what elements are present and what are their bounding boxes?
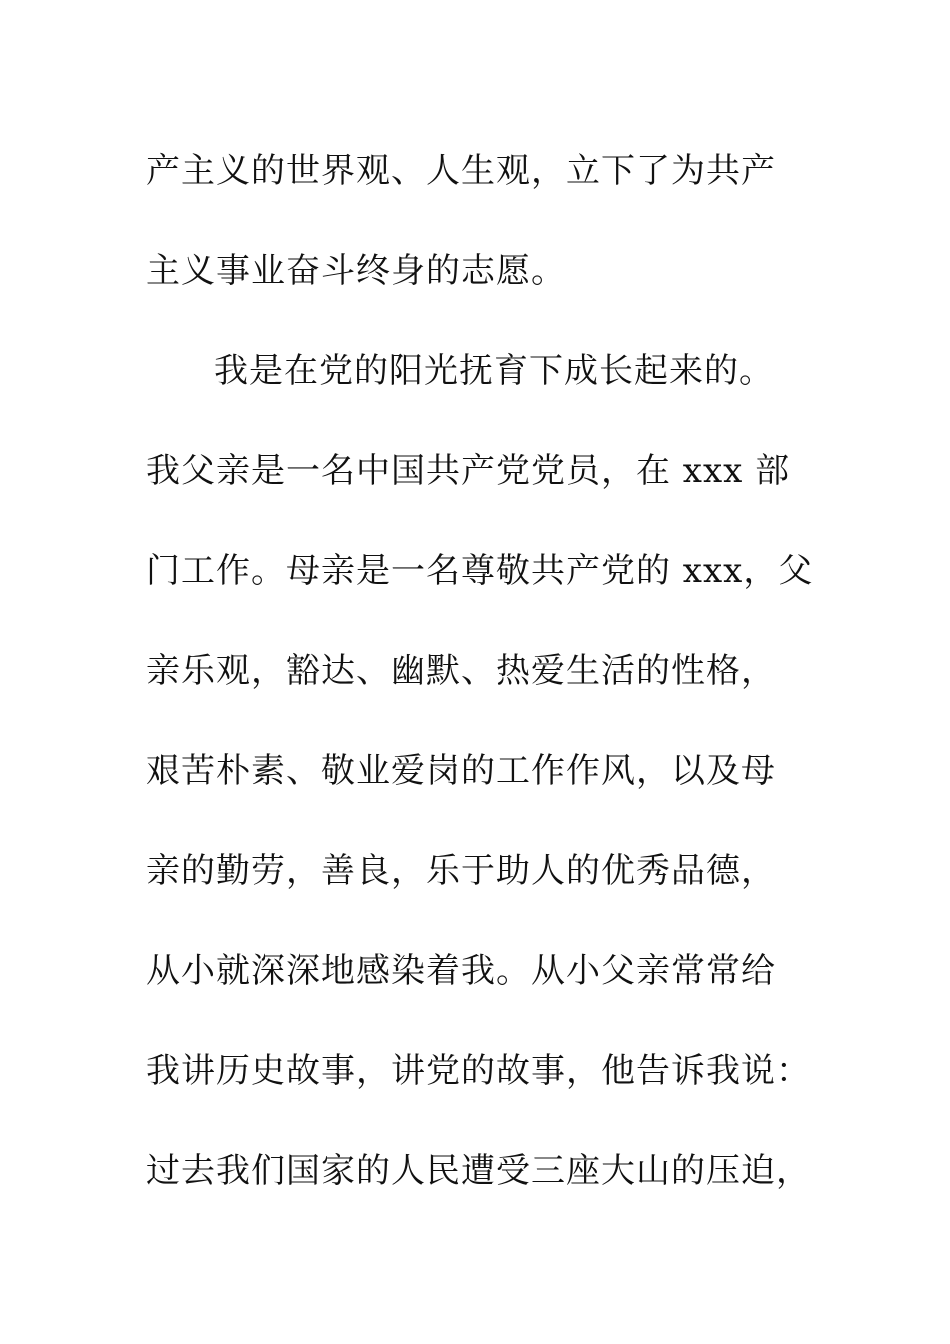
text-line: 从小就深深地感染着我。从小父亲常常给 [146, 951, 776, 991]
text-line: 我父亲是一名中国共产党党员，在 xxx 部 [146, 451, 791, 491]
text-line: 亲乐观，豁达、幽默、热爱生活的性格， [146, 651, 776, 691]
paragraph-start-line: 我是在党的阳光抚育下成长起来的。 [214, 351, 774, 391]
text-line: 产主义的世界观、人生观，立下了为共产 [146, 151, 776, 191]
text-line: 主义事业奋斗终身的志愿。 [146, 251, 566, 291]
text-line: 亲的勤劳，善良，乐于助人的优秀品德， [146, 851, 776, 891]
text-line: 艰苦朴素、敬业爱岗的工作作风，以及母 [146, 751, 776, 791]
text-line: 我讲历史故事，讲党的故事，他告诉我说： [146, 1051, 811, 1091]
text-line: 门工作。母亲是一名尊敬共产党的 xxx，父 [146, 551, 814, 591]
body-text [146, 121, 816, 1221]
text-line: 过去我们国家的人民遭受三座大山的压迫， [146, 1151, 811, 1191]
